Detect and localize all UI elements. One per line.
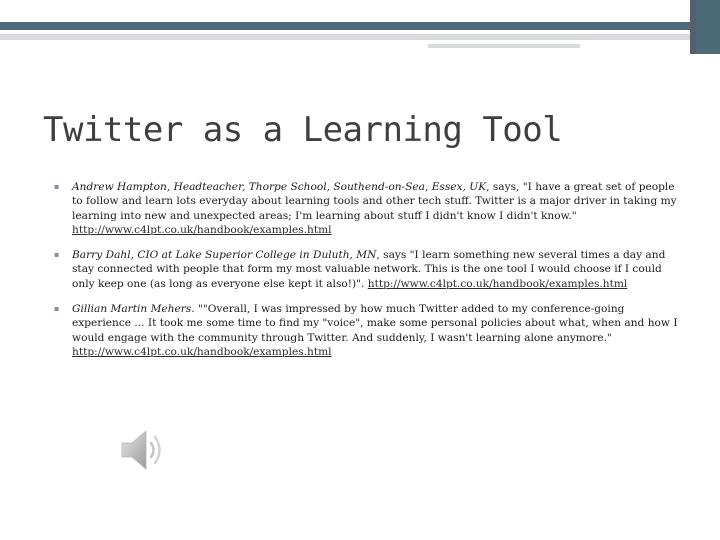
speaker-name: Barry Dahl, CIO at Lake Superior College in Duluth, MN <box>72 249 377 262</box>
quote-text: . ""Overall, I was impressed by how much Twitter added to my conference-going experience ... It took me some time to find my "voice", make some personal policies about what, when and how I would engage with the community through Twitter. And suddenly, I wasn't learning alone anymore." <box>72 303 678 344</box>
top-short-line <box>428 44 580 48</box>
slide-title: Twitter as a Learning Tool <box>43 110 563 150</box>
source-link[interactable]: http://www.c4lpt.co.uk/handbook/examples.html <box>72 345 332 358</box>
source-link[interactable]: http://www.c4lpt.co.uk/handbook/examples.html <box>367 277 628 290</box>
speaker-icon[interactable] <box>120 425 170 475</box>
speaker-name: Andrew Hampton, Headteacher, Thorpe School, Southend-on-Sea, Essex, UK <box>72 181 487 193</box>
bullet-item <box>54 248 679 291</box>
bullet-list <box>54 180 679 370</box>
bullet-item <box>54 302 679 359</box>
top-accent-bar <box>0 22 690 30</box>
quote-text: , says "I learn something new several times a day and stay connected with people that form my most valuable network. This is the one tool I would choose if I could only keep one (as long as everyone else kept it also!)". <box>72 249 666 290</box>
bullet-icon: ▪ <box>54 182 60 191</box>
top-right-dark-strip <box>690 0 696 54</box>
top-divider-line <box>0 34 690 40</box>
bullet-icon: ▪ <box>54 250 60 260</box>
quote-text: , says, "I have a great set of people to follow and learn lots everyday about learning tools and other tech stuff. Twitter is a major driver in taking my learning into new and unexpected areas; I'm learning about stuff I didn't know I didn't know." <box>72 181 677 222</box>
source-link[interactable]: http://www.c4lpt.co.uk/handbook/examples.html <box>72 223 332 236</box>
speaker-name: Gillian Martin Mehers <box>72 303 192 316</box>
bullet-item <box>54 180 679 237</box>
bullet-icon: ▪ <box>54 304 60 314</box>
